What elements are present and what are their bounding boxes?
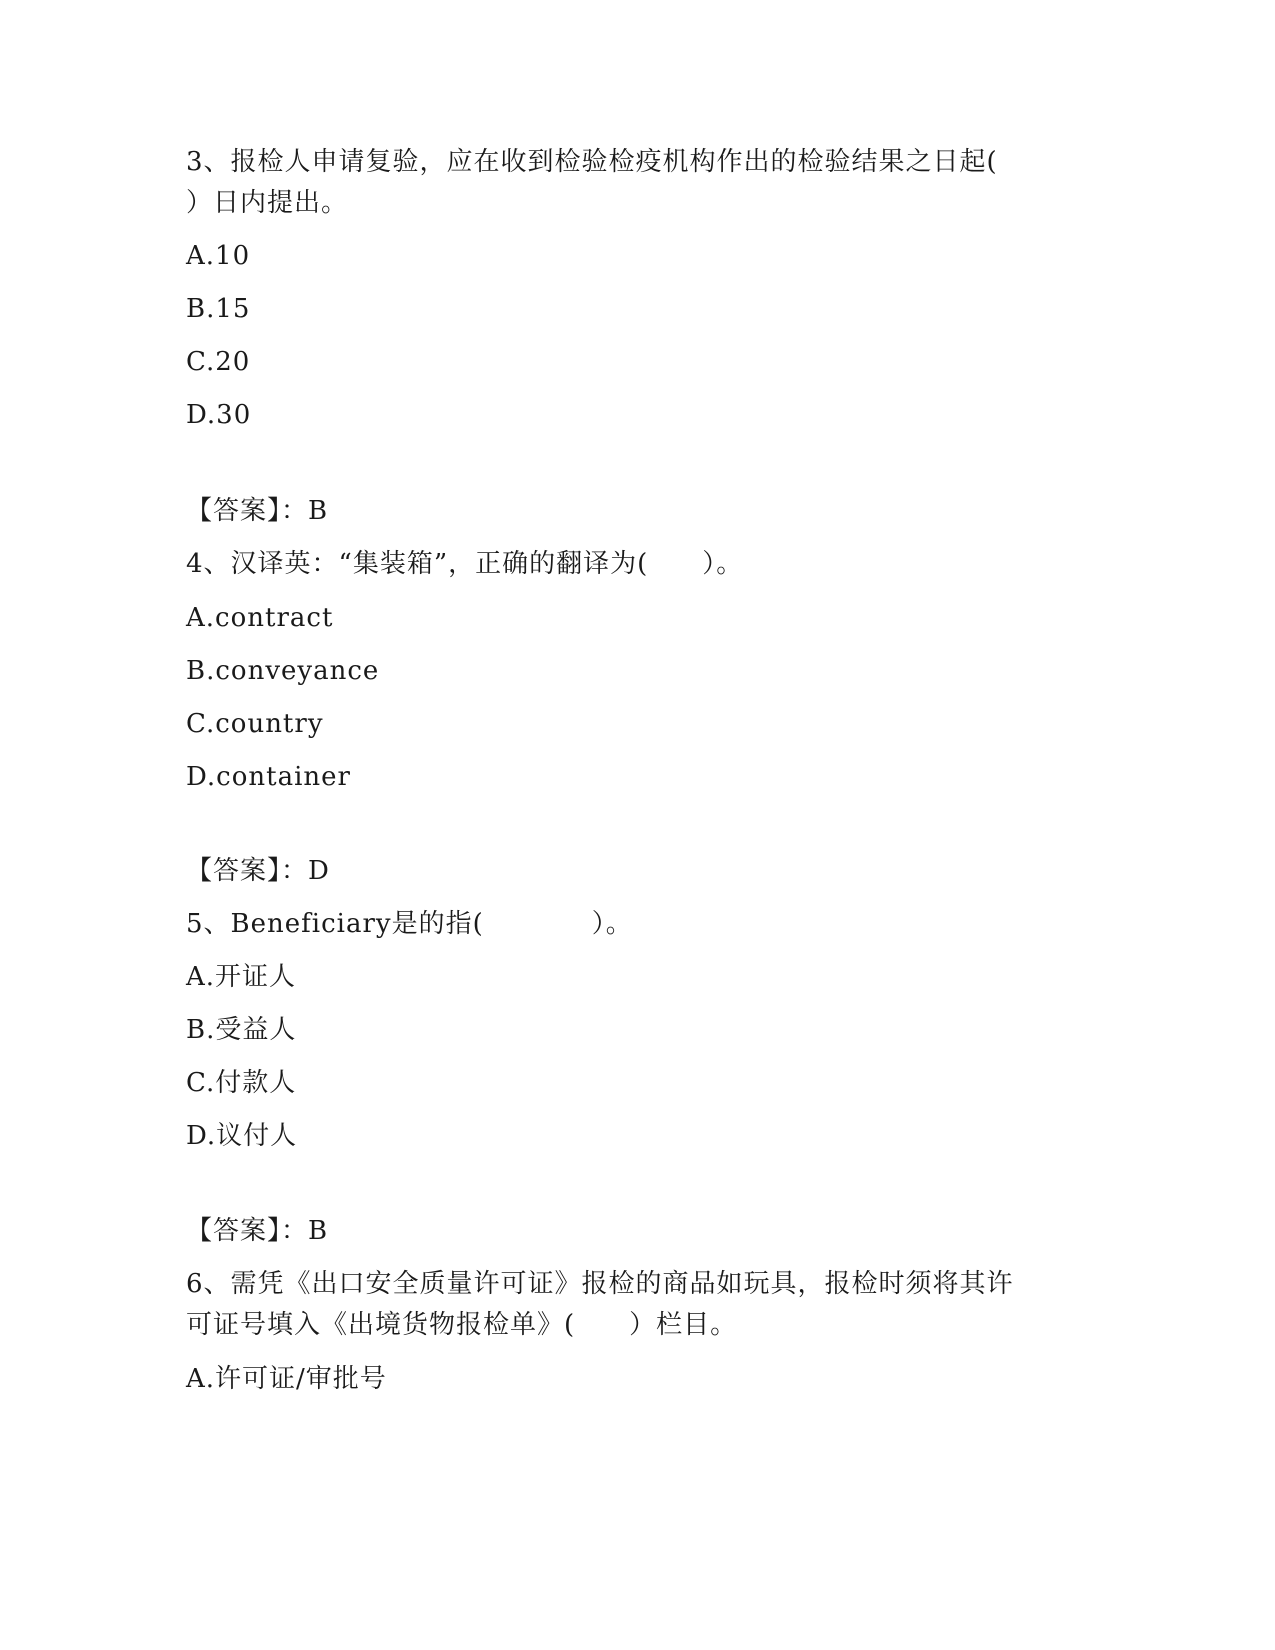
question-4-option-d: D.container (186, 762, 351, 792)
question-5-option-a: A.开证人 (186, 962, 297, 992)
question-3-option-d: D.30 (186, 400, 252, 430)
question-4-option-b: B.conveyance (186, 656, 380, 686)
question-5-option-d: D.议付人 (186, 1121, 298, 1151)
question-3-option-c: C.20 (186, 347, 251, 377)
question-3-stem-line-2: ）日内提出。 (186, 188, 349, 218)
question-6-option-a: A.许可证/审批号 (186, 1364, 387, 1394)
question-3-option-b: B.15 (186, 294, 251, 324)
question-4-option-c: C.country (186, 709, 324, 739)
question-5-answer: 【答案】：B (186, 1216, 329, 1246)
question-3-stem-line-1: 3、报检人申请复验，应在收到检验检疫机构作出的检验结果之日起( (186, 147, 998, 177)
question-4-answer: 【答案】：D (186, 856, 330, 886)
question-4-option-a: A.contract (186, 603, 334, 633)
question-5-stem-line-1: 5、Beneficiary是的指( ）。 (186, 909, 633, 939)
question-5-option-c: C.付款人 (186, 1068, 297, 1098)
question-6-stem-line-1: 6、需凭《出口安全质量许可证》报检的商品如玩具，报检时须将其许 (186, 1269, 1014, 1299)
question-5-option-b: B.受益人 (186, 1015, 297, 1045)
question-6-stem-line-2: 可证号填入《出境货物报检单》( ）栏目。 (186, 1310, 738, 1340)
question-3-answer: 【答案】：B (186, 496, 329, 526)
question-4-stem-line-1: 4、汉译英：“集装箱”，正确的翻译为( ）。 (186, 549, 744, 579)
question-3-option-a: A.10 (186, 241, 251, 271)
